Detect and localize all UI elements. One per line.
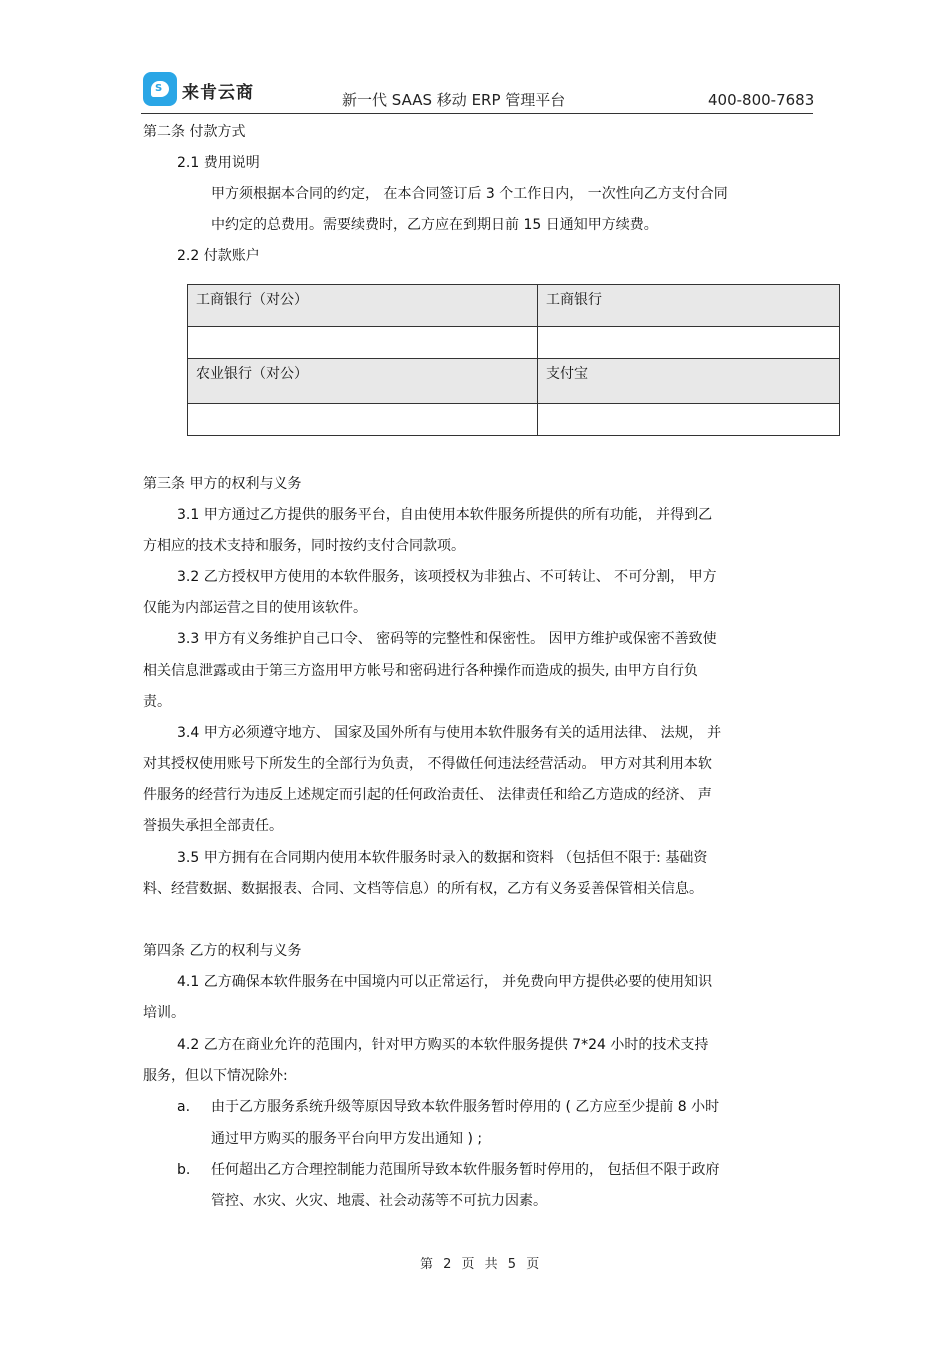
table-cell: 工商银行（对公） xyxy=(188,285,538,327)
paragraph-line: 服务，但以下情况除外: xyxy=(143,1068,288,1084)
page-number: 第 2 页 共 5 页 xyxy=(420,1257,543,1272)
list-item-line: 管控、水灾、火灾、地震、社会动荡等不可抗力因素。 xyxy=(211,1193,547,1209)
table-cell-empty xyxy=(538,404,840,436)
paragraph-line: 3.4 甲方必须遵守地方、 国家及国外所有与使用本软件服务有关的适用法律、 法规， 并 xyxy=(177,725,722,741)
paragraph-line: 3.2 乙方授权甲方使用的本软件服务，该项授权为非独占、不可转让、 不可分割， 甲方 xyxy=(177,569,717,585)
section-2-2-title: 2.2 付款账户 xyxy=(177,248,260,264)
list-item-line: 任何超出乙方合理控制能力范围所导致本软件服务暂时停用的， 包括但不限于政府 xyxy=(211,1162,720,1178)
logo-icon xyxy=(143,72,177,106)
logo-glyph: S xyxy=(155,83,163,94)
paragraph-line: 件服务的经营行为违反上述规定而引起的任何政治责任、 法律责任和给乙方造成的经济、 声 xyxy=(143,787,712,803)
article-2-title: 第二条 付款方式 xyxy=(143,124,246,140)
section-2-1-text: 中约定的总费用。需要续费时，乙方应在到期日前 15 日通知甲方续费。 xyxy=(211,217,658,233)
paragraph-line: 责。 xyxy=(143,694,171,710)
section-2-1-title: 2.1 费用说明 xyxy=(177,155,260,171)
paragraph-line: 3.3 甲方有义务维护自己口令、 密码等的完整性和保密性。 因甲方维护或保密不善致使 xyxy=(177,631,717,647)
paragraph-line: 4.2 乙方在商业允许的范围内，针对甲方购买的本软件服务提供 7*24 小时的技术支持 xyxy=(177,1037,709,1053)
paragraph-line: 3.1 甲方通过乙方提供的服务平台，自由使用本软件服务所提供的所有功能， 并得到乙 xyxy=(177,507,713,523)
brand-name: 来肯云商 xyxy=(182,83,254,103)
table-cell-empty xyxy=(188,327,538,359)
article-4-title: 第四条 乙方的权利与义务 xyxy=(143,943,302,959)
paragraph-line: 料、经营数据、数据报表、合同、文档等信息）的所有权，乙方有义务妥善保管相关信息。 xyxy=(143,881,703,897)
paragraph-line: 仅能为内部运营之目的使用该软件。 xyxy=(143,600,367,616)
paragraph-line: 对其授权使用账号下所发生的全部行为负责， 不得做任何违法经营活动。 甲方对其利用本软 xyxy=(143,756,712,772)
section-2-1-text: 甲方须根据本合同的约定， 在本合同签订后 3 个工作日内， 一次性向乙方支付合同 xyxy=(211,186,728,202)
paragraph-line: 3.5 甲方拥有在合同期内使用本软件服务时录入的数据和资料 （包括但不限于: 基础资 xyxy=(177,850,708,866)
header-divider xyxy=(141,113,813,114)
paragraph-line: 培训。 xyxy=(143,1005,185,1021)
table-cell: 支付宝 xyxy=(538,359,840,404)
paragraph-line: 方相应的技术支持和服务，同时按约支付合同款项。 xyxy=(143,538,465,554)
list-item-line: 由于乙方服务系统升级等原因导致本软件服务暂时停用的 ( 乙方应至少提前 8 小时 xyxy=(211,1099,720,1115)
paragraph-line: 4.1 乙方确保本软件服务在中国境内可以正常运行， 并免费向甲方提供必要的使用知识 xyxy=(177,974,713,990)
table-cell: 工商银行 xyxy=(538,285,840,327)
paragraph-line: 誉损失承担全部责任。 xyxy=(143,818,283,834)
payment-account-table xyxy=(187,284,840,436)
table-cell-empty xyxy=(538,327,840,359)
platform-title: 新一代 SAAS 移动 ERP 管理平台 xyxy=(342,91,566,109)
list-item-line: 通过甲方购买的服务平台向甲方发出通知 ) ; xyxy=(211,1131,483,1147)
table-cell: 农业银行（对公） xyxy=(188,359,538,404)
list-marker: b. xyxy=(177,1162,191,1178)
list-marker: a. xyxy=(177,1099,191,1115)
table-cell-empty xyxy=(188,404,538,436)
article-3-title: 第三条 甲方的权利与义务 xyxy=(143,476,302,492)
paragraph-line: 相关信息泄露或由于第三方盗用甲方帐号和密码进行各种操作而造成的损失, 由甲方自行负 xyxy=(143,663,698,679)
phone-number: 400-800-7683 xyxy=(708,91,815,109)
